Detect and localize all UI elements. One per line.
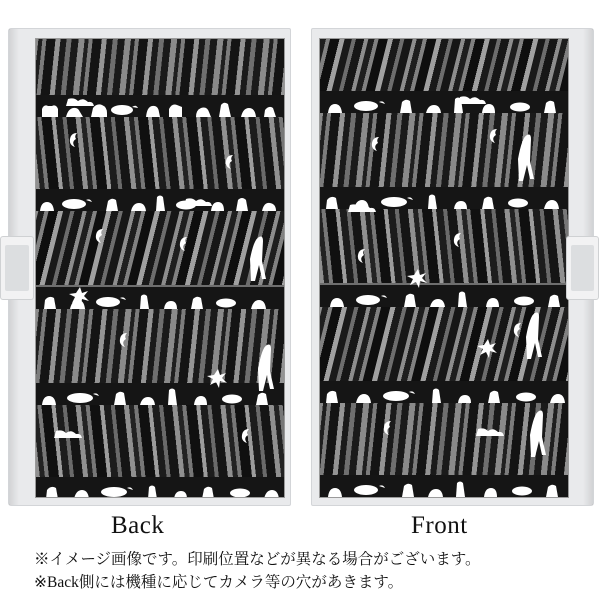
scattered-motif-overlay bbox=[320, 39, 569, 498]
closure-strap-right bbox=[566, 236, 599, 300]
scattered-motif-overlay bbox=[36, 39, 285, 498]
caption-back: Back bbox=[111, 512, 165, 539]
zebra-animal-pattern-front bbox=[320, 39, 568, 497]
case-back-cover bbox=[8, 28, 291, 506]
caption-front: Front bbox=[411, 512, 468, 539]
front-printed-panel bbox=[319, 38, 569, 498]
back-printed-panel bbox=[35, 38, 285, 498]
closure-strap-left bbox=[0, 236, 34, 300]
disclaimer-notes bbox=[34, 548, 574, 594]
note-line-2: ※Back側には機種に応じてカメラ等の穴があきます。 bbox=[34, 574, 404, 591]
case-front-cover bbox=[311, 28, 594, 506]
note-line-1: ※イメージ画像です。印刷位置などが異なる場合がございます。 bbox=[34, 551, 481, 568]
zebra-animal-pattern-back bbox=[36, 39, 284, 497]
